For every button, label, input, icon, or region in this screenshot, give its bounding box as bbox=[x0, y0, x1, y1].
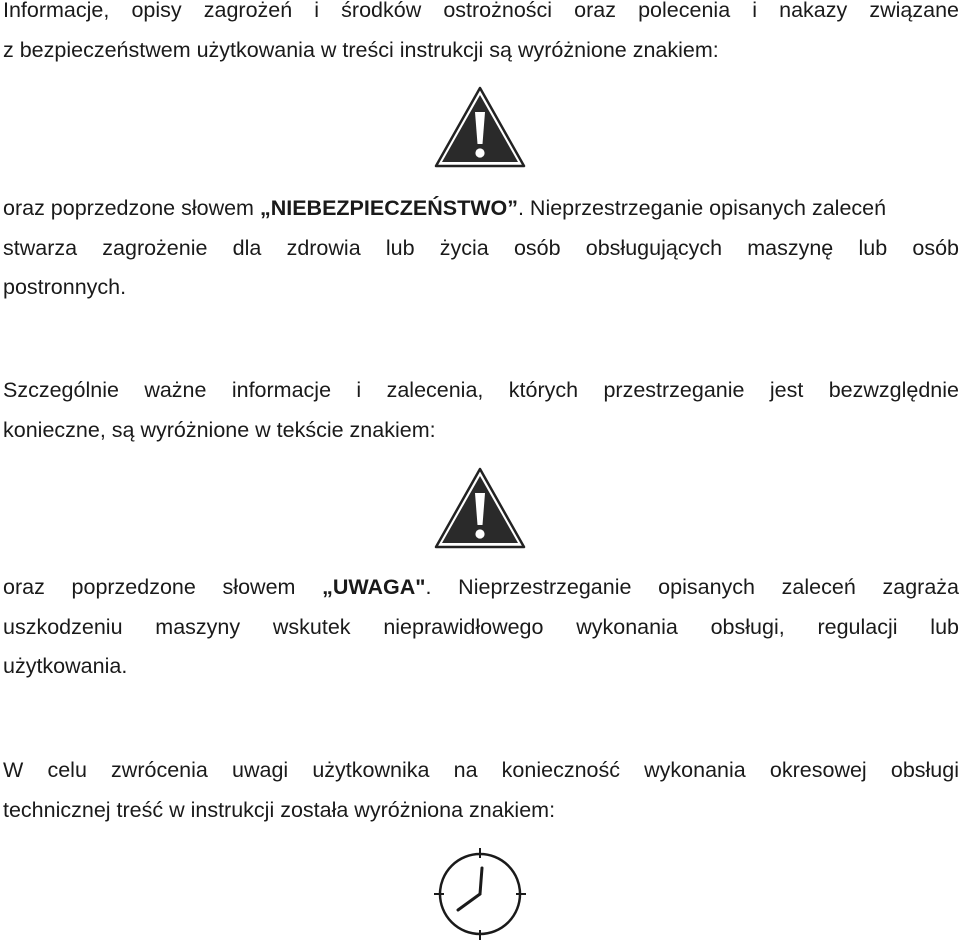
section1-after-keyword: . Nieprzestrzeganie opisanych zaleceń bbox=[517, 196, 887, 220]
keyword-uwaga: „UWAGA" bbox=[322, 575, 426, 599]
section3-line1: W celu zwrócenia uwagi użytkownika na konieczność wykonania okresowej obsługi bbox=[3, 758, 959, 782]
section2-keyword-line bbox=[3, 574, 959, 600]
section2-intro-line1: Szczególnie ważne informacje i zalecenia, których przestrzeganie jest bezwzględnie bbox=[3, 378, 959, 402]
warning-triangle-icon bbox=[434, 467, 526, 549]
section2-line2: uszkodzeniu maszyny wskutek nieprawidłowego wykonania obsługi, regulacji lub bbox=[3, 615, 959, 639]
section1-intro-line1: Informacje, opisy zagrożeń i środków ostrożności oraz polecenia i nakazy związane bbox=[3, 0, 959, 22]
section2-lead-text: oraz poprzedzone słowem bbox=[3, 575, 323, 599]
section3-line2: technicznej treść w instrukcji została wyróżniona znakiem: bbox=[3, 798, 556, 822]
clock-icon bbox=[434, 846, 526, 941]
section1-keyword-line bbox=[3, 195, 959, 221]
section1-line3: postronnych. bbox=[3, 275, 127, 299]
warning-triangle-icon bbox=[434, 86, 526, 168]
section2-after-keyword: . Nieprzestrzeganie opisanych zaleceń zagraża bbox=[425, 575, 959, 599]
section1-lead-text: oraz poprzedzone słowem bbox=[3, 196, 260, 220]
section2-intro-line2: konieczne, są wyróżnione w tekście znakiem: bbox=[3, 418, 436, 442]
section2-line3: użytkowania. bbox=[3, 654, 128, 678]
section1-intro-line2: z bezpieczeństwem użytkowania w treści instrukcji są wyróżnione znakiem: bbox=[3, 38, 719, 62]
keyword-niebezpieczenstwo: „NIEBEZPIECZEŃSTWO” bbox=[259, 196, 518, 220]
section1-line2: stwarza zagrożenie dla zdrowia lub życia osób obsługujących maszynę lub osób bbox=[3, 236, 959, 260]
